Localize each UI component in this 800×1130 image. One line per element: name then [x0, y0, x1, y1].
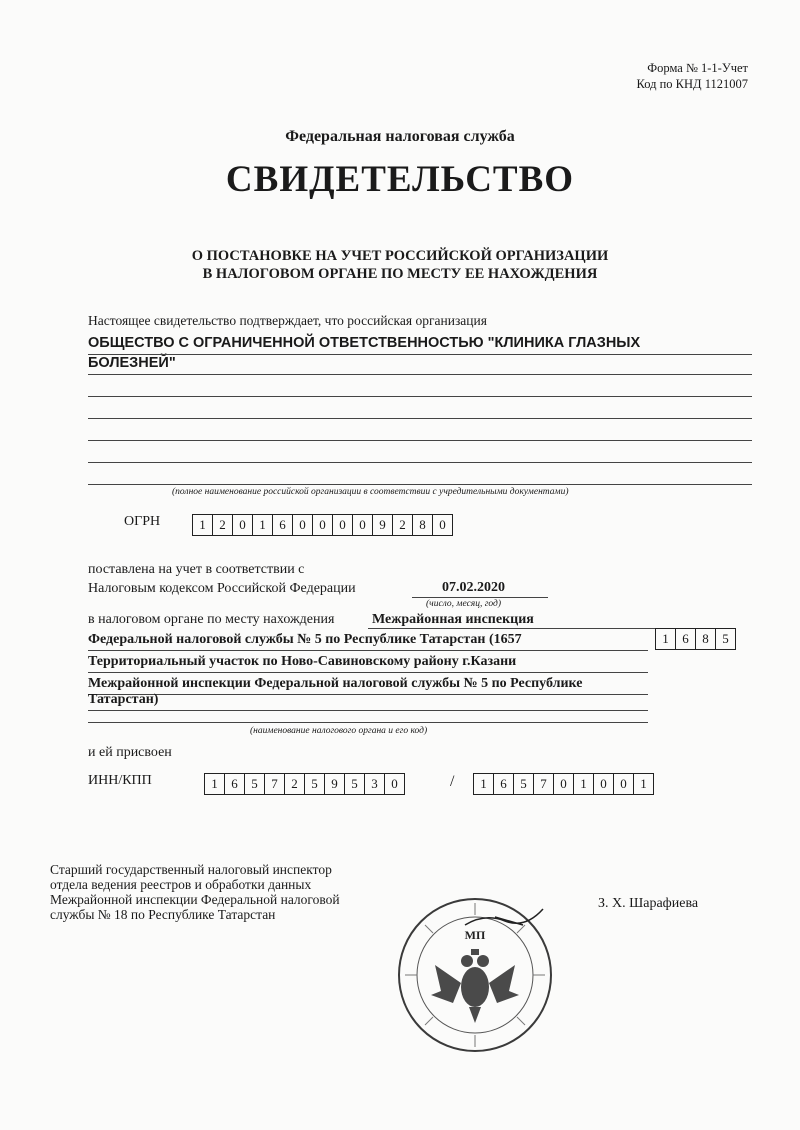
- inn-digit-box: 1: [204, 773, 225, 795]
- authority-line-4: Межрайонной инспекции Федеральной налоговой службы № 5 по Республике: [88, 676, 583, 691]
- authority-caption: (наименование налогового органа и его код): [250, 726, 428, 736]
- authority-prefix: в налоговом органе по месту нахождения: [88, 612, 335, 627]
- inn-kpp-label: ИНН/КПП: [88, 773, 152, 788]
- document-title: СВИДЕТЕЛЬСТВО: [225, 159, 575, 200]
- signer-line-3: Межрайонной инспекции Федеральной налоговой: [50, 892, 340, 907]
- authority-code-digit-box: 8: [695, 628, 716, 650]
- org-underline-4: [88, 418, 752, 419]
- authority-code-digit-box: 1: [655, 628, 676, 650]
- authority-line-3: Территориальный участок по Ново-Савиновскому району г.Казани: [88, 654, 517, 669]
- kpp-digit-box: 0: [613, 773, 634, 795]
- ogrn-digit-box: 0: [432, 514, 453, 536]
- authority-underline-6: [88, 722, 648, 723]
- ogrn-digit-box: 0: [352, 514, 373, 536]
- authority-underline-5: [88, 710, 648, 711]
- inn-digit-box: 5: [304, 773, 325, 795]
- signer-line-1: Старший государственный налоговый инспектор: [50, 862, 332, 877]
- inn-digit-box: 2: [284, 773, 305, 795]
- official-stamp: [395, 895, 555, 1055]
- ogrn-label: ОГРН: [124, 514, 161, 529]
- signer-position: [50, 862, 340, 922]
- ogrn-boxes: [192, 514, 453, 536]
- organization-name: [88, 333, 728, 373]
- kpp-digit-box: 1: [473, 773, 494, 795]
- subtitle-line-2: В НАЛОГОВОМ ОРГАНЕ ПО МЕСТУ ЕЕ НАХОЖДЕНИЯ: [202, 266, 598, 282]
- organization-name-line-1: ОБЩЕСТВО С ОГРАНИЧЕННОЙ ОТВЕТСТВЕННОСТЬЮ "КЛИНИКА ГЛАЗНЫХ: [88, 335, 641, 351]
- ogrn-digit-box: 2: [392, 514, 413, 536]
- org-underline-2: [88, 374, 752, 375]
- authority-underline-3: [88, 672, 648, 673]
- kpp-digit-box: 1: [633, 773, 654, 795]
- authority-code-boxes: [655, 628, 736, 650]
- knd-code: Код по КНД 1121007: [636, 77, 748, 91]
- authority-underline-2: [88, 650, 648, 651]
- authority-line-1: Межрайонная инспекция: [372, 612, 534, 627]
- ogrn-digit-box: 1: [192, 514, 213, 536]
- ogrn-digit-box: 6: [272, 514, 293, 536]
- ogrn-digit-box: 2: [212, 514, 233, 536]
- org-underline-5: [88, 440, 752, 441]
- kpp-digit-box: 1: [573, 773, 594, 795]
- date-underline: [412, 597, 548, 598]
- authority-underline-1: [368, 628, 658, 629]
- inn-digit-box: 3: [364, 773, 385, 795]
- inn-digit-box: 5: [244, 773, 265, 795]
- inn-digit-box: 0: [384, 773, 405, 795]
- authority-code-digit-box: 5: [715, 628, 736, 650]
- kpp-boxes: [473, 773, 654, 795]
- inn-boxes: [204, 773, 405, 795]
- org-underline-7: [88, 484, 752, 485]
- kpp-digit-box: 6: [493, 773, 514, 795]
- kpp-digit-box: 7: [533, 773, 554, 795]
- confirm-text: Настоящее свидетельство подтверждает, что российская организация: [88, 313, 487, 328]
- organization-caption: (полное наименование российской организации в соответствии с учредительными документами): [172, 487, 569, 497]
- signer-line-4: службы № 18 по Республике Татарстан: [50, 907, 276, 922]
- signer-name: З. Х. Шарафиева: [598, 896, 699, 911]
- kpp-digit-box: 0: [593, 773, 614, 795]
- authority-underline-4: [88, 694, 648, 695]
- assigned-label: и ей присвоен: [88, 745, 172, 760]
- ogrn-digit-box: 0: [232, 514, 253, 536]
- inn-kpp-separator: /: [450, 773, 455, 790]
- date-caption: (число, месяц, год): [426, 599, 502, 609]
- kpp-digit-box: 5: [513, 773, 534, 795]
- ogrn-digit-box: 0: [292, 514, 313, 536]
- org-underline-6: [88, 462, 752, 463]
- subtitle-line-1: О ПОСТАНОВКЕ НА УЧЕТ РОССИЙСКОЙ ОРГАНИЗАЦИИ: [191, 248, 609, 264]
- eagle-emblem-icon: [431, 949, 519, 1023]
- service-name: Федеральная налоговая служба: [285, 128, 515, 145]
- org-underline-1: [88, 354, 752, 355]
- ogrn-digit-box: 1: [252, 514, 273, 536]
- inn-digit-box: 5: [344, 773, 365, 795]
- inn-digit-box: 7: [264, 773, 285, 795]
- form-number: Форма № 1-1-Учет: [647, 61, 748, 75]
- authority-code-digit-box: 6: [675, 628, 696, 650]
- form-code-block: [637, 60, 748, 92]
- org-underline-3: [88, 396, 752, 397]
- ogrn-digit-box: 0: [312, 514, 333, 536]
- organization-name-line-2: БОЛЕЗНЕЙ": [88, 355, 176, 371]
- authority-line-5: Татарстан): [88, 692, 159, 707]
- document-subtitle: [0, 247, 800, 283]
- inn-digit-box: 6: [224, 773, 245, 795]
- registration-line-2: Налоговым кодексом Российской Федерации: [88, 581, 356, 596]
- kpp-digit-box: 0: [553, 773, 574, 795]
- registration-date: 07.02.2020: [442, 580, 505, 595]
- ogrn-digit-box: 8: [412, 514, 433, 536]
- authority-line-2: Федеральной налоговой службы № 5 по Республике Татарстан (1657: [88, 632, 522, 647]
- stamp-mp-text: МП: [464, 928, 486, 942]
- ogrn-digit-box: 0: [332, 514, 353, 536]
- registration-line-1: поставлена на учет в соответствии с: [88, 562, 305, 577]
- ogrn-digit-box: 9: [372, 514, 393, 536]
- signer-line-2: отдела ведения реестров и обработки данных: [50, 877, 312, 892]
- inn-digit-box: 9: [324, 773, 345, 795]
